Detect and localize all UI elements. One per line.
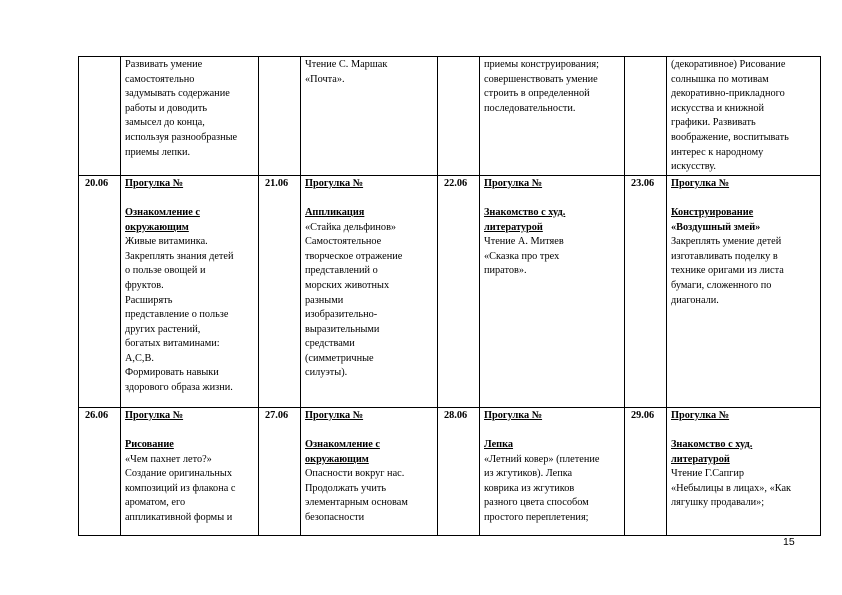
activity-line: [125, 221, 254, 236]
activity-line-text: декоративно-прикладного: [671, 88, 785, 100]
activity-line: [125, 131, 254, 146]
activity-line-text: литературой: [484, 221, 543, 233]
activity-line-text: пиратов».: [484, 265, 527, 277]
activity-line-text: Знакомство с худ.: [484, 206, 566, 218]
activity-lines: [125, 409, 254, 526]
activity-line-text: изобразительно-: [305, 309, 378, 321]
activity-line-text: разного цвета способом: [484, 497, 589, 509]
activity-line: [125, 58, 254, 73]
activity-line-text: искусству.: [671, 161, 716, 173]
activity-line-text: творческое отражение: [305, 250, 403, 262]
activity-line-text: Прогулка №: [671, 409, 730, 421]
activity-line-text: Прогулка №: [125, 177, 184, 189]
activity-line: [305, 453, 433, 468]
activity-line: [671, 235, 816, 250]
activity-line: [125, 146, 254, 161]
activity-line: [125, 482, 254, 497]
activity-line: [671, 160, 816, 175]
activity-line: [125, 352, 254, 367]
activity-line-text: Прогулка №: [484, 409, 543, 421]
activity-line-text: безопасности: [305, 511, 365, 523]
activity-line-text: замысел до конца,: [125, 117, 205, 129]
activity-line-text: Прогулка №: [671, 177, 730, 189]
activity-line: [125, 87, 254, 102]
activity-line-text: Формировать навыки: [125, 367, 219, 379]
activity-line-text: воображение, воспитывать: [671, 131, 789, 143]
activity-cell: [480, 407, 625, 535]
activity-line-text: «Небылицы в лицах», «Как: [671, 482, 792, 494]
activity-line: [125, 73, 254, 88]
activity-line: [305, 423, 433, 438]
activity-line-text: Ознакомление с: [125, 206, 200, 218]
activity-line: [484, 250, 620, 265]
activity-line: [305, 264, 433, 279]
date-cell: 22.06: [438, 175, 480, 407]
activity-line: [125, 294, 254, 309]
activity-lines: [305, 177, 433, 381]
activity-line: [671, 191, 816, 206]
activity-line: [125, 438, 254, 453]
activity-line-text: окружающим: [125, 221, 189, 233]
activity-line: [671, 423, 816, 438]
activity-line: [671, 87, 816, 102]
date-cell: 20.06: [79, 175, 121, 407]
activity-line-text: Прогулка №: [305, 409, 364, 421]
activity-line-text: изготавливать поделку в: [671, 250, 778, 262]
activity-line: [125, 337, 254, 352]
activity-line-text: Опасности вокруг нас.: [305, 468, 405, 480]
activity-line: [125, 409, 254, 424]
activity-line: [305, 191, 433, 206]
activity-line-text: Развивать умение: [125, 59, 203, 70]
activity-line-text: Прогулка №: [305, 177, 364, 189]
activity-line-text: Знакомство с худ.: [671, 438, 753, 450]
activity-line-text: строить в определенной: [484, 88, 590, 100]
activity-lines: [671, 58, 816, 175]
activity-line-text: о пользе овощей и: [125, 265, 206, 277]
activity-line-text: здорового образа жизни.: [125, 382, 233, 394]
activity-line-text: бумаги, сложенного по: [671, 279, 772, 291]
activity-line: [671, 206, 816, 221]
activity-line: [305, 467, 433, 482]
activity-line-text: других растений,: [125, 323, 201, 335]
activity-line: [125, 467, 254, 482]
activity-line-text: ароматом, его: [125, 497, 186, 509]
activity-line: [125, 308, 254, 323]
activity-line-text: самостоятельно: [125, 73, 195, 85]
activity-line: [484, 264, 620, 279]
activity-line: [305, 177, 433, 192]
activity-line-text: элементарным основам: [305, 497, 408, 509]
activity-line-text: композиций из флакона с: [125, 482, 236, 494]
activity-line-text: выразительными: [305, 323, 380, 335]
activity-line-text: Чтение Г.Сапгир: [671, 468, 744, 480]
date-cell: [259, 57, 301, 176]
activity-line-text: технике оригами из листа: [671, 265, 784, 277]
activity-line: [671, 453, 816, 468]
activity-line-text: из жгутиков). Лепка: [484, 468, 573, 480]
activity-line: [125, 235, 254, 250]
date-cell: [625, 57, 667, 176]
activity-line-text: морских животных: [305, 279, 390, 291]
table-body: [79, 57, 821, 536]
activity-cell: [121, 57, 259, 176]
activity-line-text: Прогулка №: [125, 409, 184, 421]
activity-line-text: Живые витаминка.: [125, 236, 208, 248]
activity-line: [484, 453, 620, 468]
activity-line-text: фруктов.: [125, 279, 164, 291]
activity-line-text: солнышка по мотивам: [671, 73, 769, 85]
activity-line: [125, 102, 254, 117]
activity-line: [671, 102, 816, 117]
activity-line-text: «Стайка дельфинов»: [305, 221, 397, 233]
activity-line-text: задумывать содержание: [125, 88, 230, 100]
date-cell: 23.06: [625, 175, 667, 407]
activity-line: [305, 206, 433, 221]
activity-lines: [484, 409, 620, 526]
activity-line: [125, 323, 254, 338]
activity-line: [484, 235, 620, 250]
activity-line: [671, 250, 816, 265]
activity-line-text: литературой: [671, 453, 730, 465]
activity-line: [484, 177, 620, 192]
date-cell: 27.06: [259, 407, 301, 535]
activity-line: [484, 467, 620, 482]
activity-line: [305, 366, 433, 381]
activity-line: [305, 496, 433, 511]
activity-line-text: искусства и книжной: [671, 102, 764, 114]
activity-line: [125, 496, 254, 511]
table-row: [79, 57, 821, 176]
activity-lines: [125, 58, 254, 160]
activity-line: [484, 438, 620, 453]
activity-cell: [480, 57, 625, 176]
activity-line: [484, 496, 620, 511]
activity-line: [671, 409, 816, 424]
activity-line-text: простого переплетения;: [484, 511, 589, 523]
activity-line: [671, 58, 816, 73]
activity-line: [125, 250, 254, 265]
activity-line: [125, 366, 254, 381]
activity-line: [125, 511, 254, 526]
activity-line-text: (симметричные: [305, 352, 374, 364]
activity-line-text: силуэты).: [305, 367, 348, 379]
activity-cell: [667, 57, 821, 176]
activity-line-text: Рисование: [125, 438, 174, 450]
activity-line: [305, 279, 433, 294]
activity-line: [305, 337, 433, 352]
activity-line-text: лягушку продавали»;: [671, 497, 765, 509]
activity-line-text: Закреплять знания детей: [125, 250, 234, 262]
activity-lines: [671, 409, 816, 511]
activity-line: [484, 73, 620, 88]
activity-line: [125, 116, 254, 131]
activity-line: [671, 146, 816, 161]
activity-cell: [667, 407, 821, 535]
activity-line: [671, 438, 816, 453]
activity-line: [484, 191, 620, 206]
activity-line-text: аппликативной формы и: [125, 511, 233, 523]
date-cell: 28.06: [438, 407, 480, 535]
activity-line: [125, 177, 254, 192]
activity-line: [305, 352, 433, 367]
activity-line-text: Продолжать учить: [305, 482, 387, 494]
activity-line: [671, 496, 816, 511]
activity-line-text: коврика из жгутиков: [484, 482, 575, 494]
activity-line: [484, 58, 620, 73]
activity-line-text: А,С,В.: [125, 352, 154, 364]
activity-line-text: Чтение С. Маршак: [305, 59, 388, 70]
activity-line-text: диагонали.: [671, 294, 719, 306]
activity-line: [305, 438, 433, 453]
activity-line: [671, 264, 816, 279]
activity-line-text: богатых витаминами:: [125, 338, 220, 350]
activity-cell: [121, 175, 259, 407]
activity-line: [671, 131, 816, 146]
table-row: [79, 175, 821, 407]
activity-line-text: (декоративное) Рисование: [671, 59, 786, 70]
activity-line: [484, 206, 620, 221]
activity-line-text: интерес к народному: [671, 146, 764, 158]
activity-cell: [480, 175, 625, 407]
activity-lines: [305, 58, 433, 87]
activity-line-text: приемы конструирования;: [484, 59, 599, 70]
activity-line-text: представление о пользе: [125, 309, 229, 321]
activity-line: [125, 381, 254, 396]
activity-line: [305, 323, 433, 338]
activity-line: [671, 116, 816, 131]
activity-line: [125, 264, 254, 279]
activity-line: [305, 250, 433, 265]
activity-line-text: «Сказка про трех: [484, 250, 560, 262]
activity-line: [305, 482, 433, 497]
activity-cell: [301, 407, 438, 535]
activity-cell: [301, 175, 438, 407]
activity-cell: [667, 175, 821, 407]
page-number: 15: [783, 536, 795, 548]
activity-line-text: представлений о: [305, 265, 378, 277]
activity-line-text: Прогулка №: [484, 177, 543, 189]
activity-line: [671, 279, 816, 294]
activity-line-text: средствами: [305, 338, 355, 350]
activity-line: [305, 409, 433, 424]
activity-line-text: разными: [305, 294, 344, 306]
activity-line: [671, 73, 816, 88]
activity-line: [671, 482, 816, 497]
activity-line: [125, 453, 254, 468]
activity-line-text: Чтение А. Митяев: [484, 236, 564, 248]
activity-line-text: Самостоятельное: [305, 236, 382, 248]
activity-plan-table: [78, 56, 821, 536]
activity-line-text: Ознакомление с: [305, 438, 380, 450]
activity-line: [484, 423, 620, 438]
activity-lines: [125, 177, 254, 396]
activity-line: [671, 177, 816, 192]
activity-line: [484, 409, 620, 424]
activity-line: [125, 423, 254, 438]
activity-line: [484, 87, 620, 102]
activity-line: [671, 467, 816, 482]
activity-lines: [484, 177, 620, 279]
activity-line: [125, 191, 254, 206]
activity-line: [305, 511, 433, 526]
date-cell: [79, 57, 121, 176]
date-cell: 26.06: [79, 407, 121, 535]
date-cell: 21.06: [259, 175, 301, 407]
activity-line: [125, 279, 254, 294]
activity-line-text: последовательности.: [484, 102, 576, 114]
activity-line: [305, 221, 433, 236]
activity-line: [671, 294, 816, 309]
activity-line-text: графики. Развивать: [671, 117, 756, 129]
activity-line-text: приемы лепки.: [125, 146, 191, 158]
activity-lines: [484, 58, 620, 116]
date-cell: 29.06: [625, 407, 667, 535]
activity-line-text: Конструирование: [671, 206, 754, 218]
activity-line-text: используя разнообразные: [125, 131, 238, 143]
activity-line: [484, 511, 620, 526]
table-row: [79, 407, 821, 535]
activity-line-text: «Почта».: [305, 73, 345, 85]
activity-line-text: «Чем пахнет лето?»: [125, 453, 212, 465]
activity-line: [671, 221, 816, 236]
activity-line-text: Аппликация: [305, 206, 365, 218]
activity-line: [484, 482, 620, 497]
activity-line-text: окружающим: [305, 453, 369, 465]
activity-line: [305, 235, 433, 250]
activity-lines: [671, 177, 816, 308]
activity-line: [305, 58, 433, 73]
activity-line-text: Создание оригинальных: [125, 468, 232, 480]
activity-cell: [121, 407, 259, 535]
activity-line: [484, 221, 620, 236]
activity-cell: [301, 57, 438, 176]
activity-line: [125, 206, 254, 221]
activity-lines: [305, 409, 433, 526]
activity-line-text: Закреплять умение детей: [671, 236, 782, 248]
activity-line: [484, 102, 620, 117]
activity-line: [305, 73, 433, 88]
activity-line-text: «Летний ковер» (плетение: [484, 453, 600, 465]
activity-line: [305, 308, 433, 323]
activity-line-text: работы и доводить: [125, 102, 208, 114]
date-cell: [438, 57, 480, 176]
activity-line-text: совершенствовать умение: [484, 73, 598, 85]
activity-line-text: Лепка: [484, 438, 514, 450]
activity-line-text: Расширять: [125, 294, 173, 306]
activity-line: [305, 294, 433, 309]
activity-line-text: «Воздушный змей»: [671, 221, 761, 233]
